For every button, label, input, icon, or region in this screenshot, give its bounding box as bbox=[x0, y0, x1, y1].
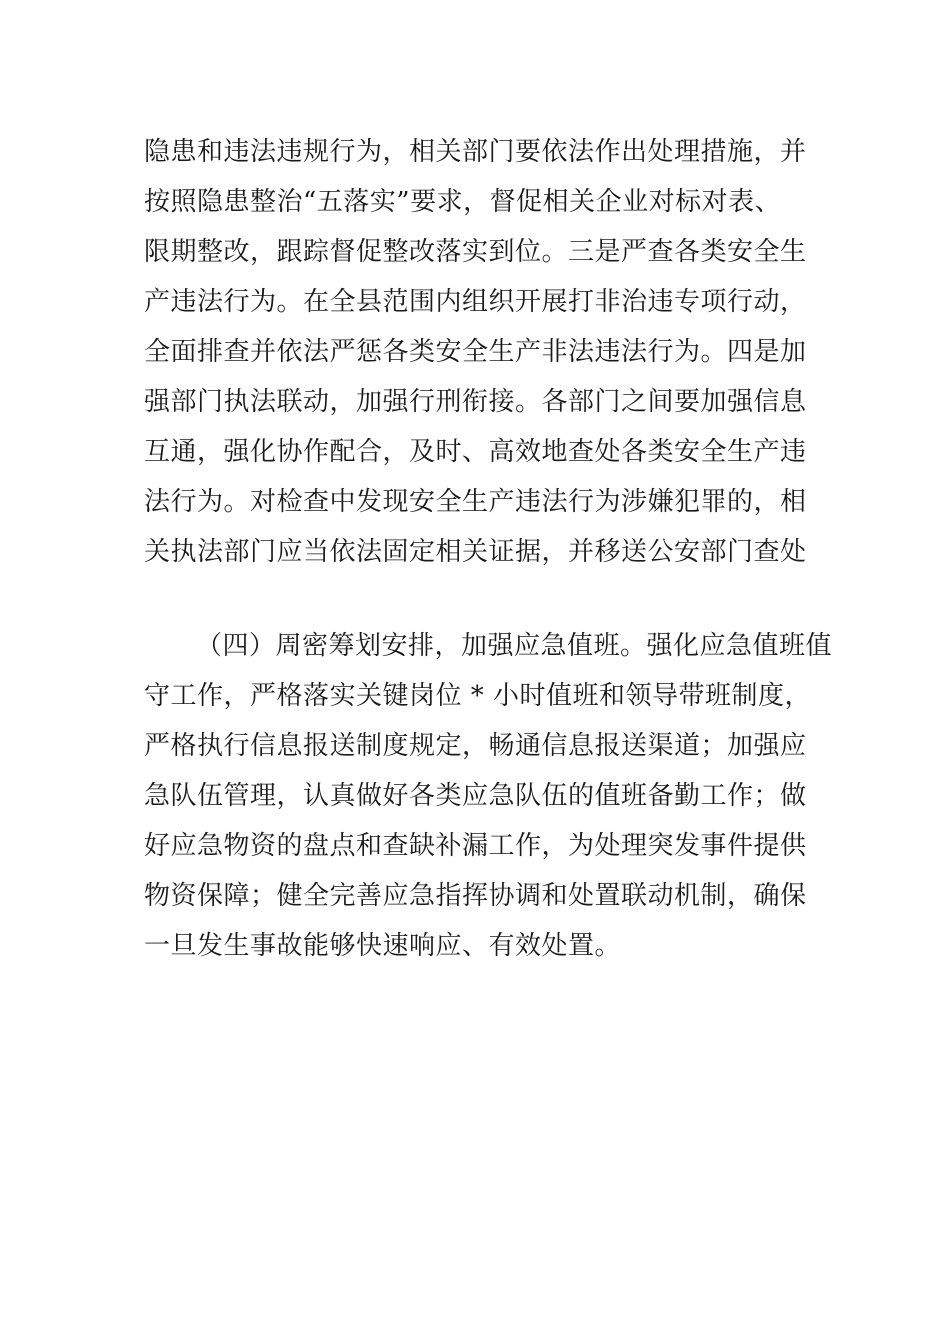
text-line: 按照隐患整治“五落实”要求，督促相关企业对标对表、 bbox=[144, 187, 782, 217]
section-heading-line: （四）周密筹划安排，加强应急值班。强化应急值班值 bbox=[196, 631, 833, 661]
text-line: 法行为。对检查中发现安全生产违法行为涉嫌犯罪的，相 bbox=[144, 487, 807, 517]
text-line: 关执法部门应当依法固定相关证据，并移送公安部门查处 bbox=[144, 537, 807, 567]
text-line: 一旦发生事故能够快速响应、有效处置。 bbox=[144, 931, 622, 961]
text-line: 严格执行信息报送制度规定，畅通信息报送渠道；加强应 bbox=[144, 731, 807, 761]
text-line: 隐患和违法违规行为，相关部门要依法作出处理措施，并 bbox=[144, 137, 807, 167]
text-line: 限期整改，跟踪督促整改落实到位。三是严查各类安全生 bbox=[144, 237, 807, 267]
text-line: 好应急物资的盘点和查缺补漏工作，为处理突发事件提供 bbox=[144, 831, 807, 861]
text-line: 互通，强化协作配合，及时、高效地查处各类安全生产违 bbox=[144, 437, 807, 467]
text-line: 全面排查并依法严惩各类安全生产非法违法行为。四是加 bbox=[144, 337, 807, 367]
text-line: 守工作，严格落实关键岗位 * 小时值班和领导带班制度， bbox=[144, 681, 812, 711]
text-line: 物资保障；健全完善应急指挥协调和处置联动机制，确保 bbox=[144, 881, 807, 911]
text-line: 产违法行为。在全县范围内组织开展打非治违专项行动， bbox=[144, 287, 807, 317]
text-line: 强部门执法联动，加强行刑衔接。各部门之间要加强信息 bbox=[144, 387, 807, 417]
text-line: 急队伍管理，认真做好各类应急队伍的值班备勤工作；做 bbox=[144, 781, 807, 811]
